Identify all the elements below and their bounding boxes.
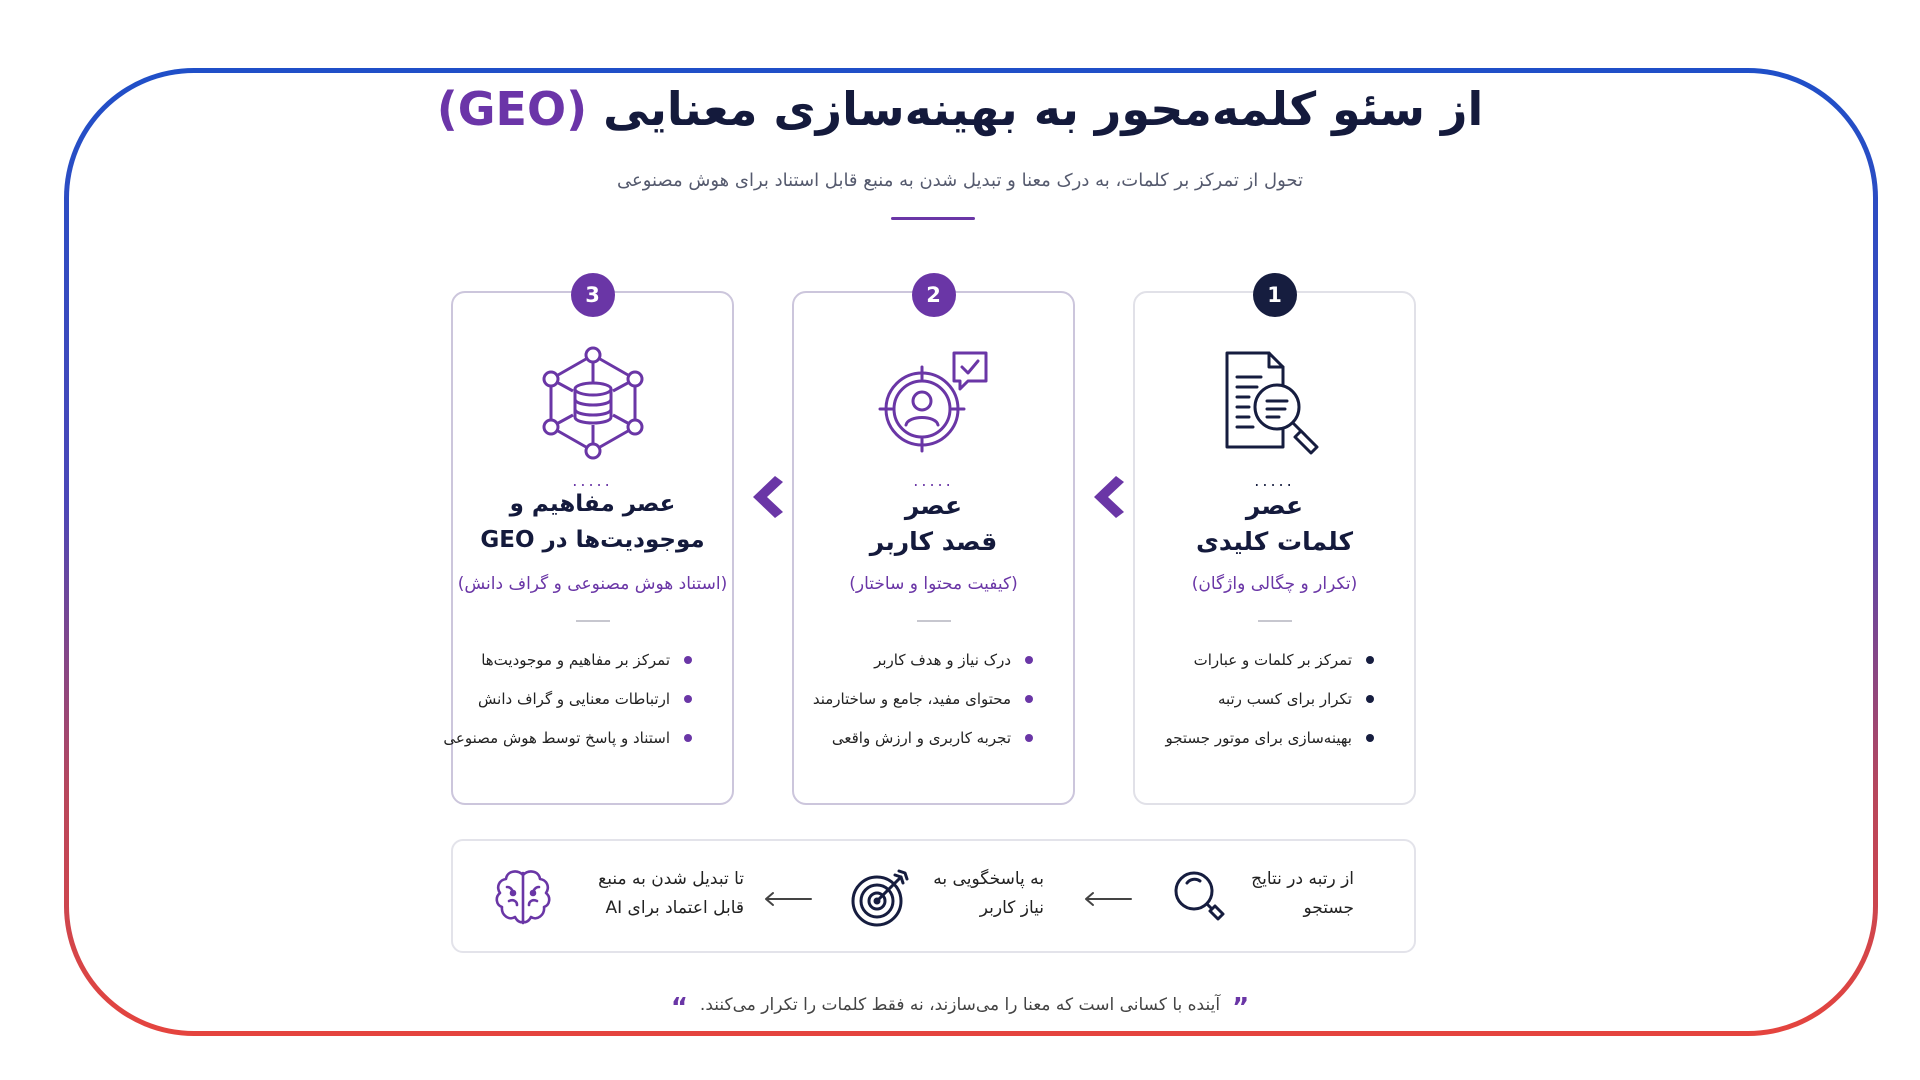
card-keywords-era bbox=[1133, 283, 1416, 805]
card-subtitle: (کیفیت محتوا و ساختار) bbox=[849, 574, 1018, 594]
card-separator bbox=[576, 620, 610, 622]
card-feature-list bbox=[802, 650, 1039, 767]
flow-strip bbox=[451, 839, 1416, 953]
quote-close-icon: “ bbox=[670, 993, 688, 1023]
arrow-left-icon bbox=[1083, 891, 1133, 907]
step-badge-1: 1 bbox=[1253, 273, 1297, 317]
user-target-icon bbox=[872, 343, 996, 467]
page-title bbox=[0, 82, 1920, 136]
list-item: درک نیاز و هدف کاربر bbox=[802, 650, 1039, 689]
list-item: محتوای مفید، جامع و ساختارمند bbox=[802, 689, 1039, 728]
card-user-intent-era bbox=[792, 283, 1075, 805]
card-dots: ..... bbox=[572, 471, 613, 490]
card-title-line1: عصر bbox=[1245, 491, 1304, 520]
title-divider bbox=[891, 217, 975, 220]
card-dots: ..... bbox=[1254, 471, 1295, 490]
card-title-line2: موجودیت‌ها در GEO bbox=[480, 527, 705, 553]
list-item: بهینه‌سازی برای موتور جستجو bbox=[1143, 728, 1380, 767]
list-item: تکرار برای کسب رتبه bbox=[1143, 689, 1380, 728]
card-feature-list bbox=[1143, 650, 1380, 767]
brain-icon bbox=[491, 865, 555, 929]
card-subtitle: (تکرار و چگالی واژگان) bbox=[1191, 574, 1358, 594]
flow-step-2: به پاسخگویی به نیاز کاربر bbox=[933, 869, 1044, 918]
chevron-left-icon bbox=[1086, 472, 1130, 522]
search-icon bbox=[1168, 865, 1232, 929]
step-badge-3: 3 bbox=[571, 273, 615, 317]
title-main: از سئو کلمه‌محور به بهینه‌سازی معنایی bbox=[603, 82, 1484, 136]
closing-quote bbox=[0, 993, 1920, 1023]
card-dots: ..... bbox=[913, 471, 954, 490]
quote-text: آینده با کسانی است که معنا را می‌سازند، نه فقط کلمات را تکرار می‌کنند. bbox=[699, 995, 1221, 1015]
card-title-line1: عصر مفاهیم و bbox=[509, 491, 676, 517]
card-concepts-era bbox=[443, 283, 734, 805]
list-item: استناد و پاسخ توسط هوش مصنوعی bbox=[461, 728, 698, 767]
knowledge-graph-icon bbox=[531, 343, 655, 467]
card-subtitle: (استناد هوش مصنوعی و گراف دانش) bbox=[457, 574, 728, 594]
list-item: تمرکز بر کلمات و عبارات bbox=[1143, 650, 1380, 689]
target-icon bbox=[849, 865, 913, 929]
flow-step-3: تا تبدیل شدن به منبع قابل اعتماد برای AI bbox=[598, 869, 744, 918]
arrow-left-icon bbox=[763, 891, 813, 907]
card-separator bbox=[917, 620, 951, 622]
list-item: تجربه کاربری و ارزش واقعی bbox=[802, 728, 1039, 767]
card-title-line2: کلمات کلیدی bbox=[1195, 527, 1354, 556]
card-feature-list bbox=[443, 650, 698, 767]
list-item: ارتباطات معنایی و گراف دانش bbox=[461, 689, 698, 728]
card-title-line2: قصد کاربر bbox=[869, 527, 998, 556]
title-geo: (GEO) bbox=[436, 82, 588, 136]
card-title-line1: عصر bbox=[904, 491, 963, 520]
page-subtitle: تحول از تمرکز بر کلمات، به درک معنا و تبدیل شدن به منبع قابل استناد برای هوش مصنوعی bbox=[616, 170, 1304, 191]
document-search-icon bbox=[1213, 343, 1337, 467]
step-badge-2: 2 bbox=[912, 273, 956, 317]
list-item: تمرکز بر مفاهیم و موجودیت‌ها bbox=[461, 650, 698, 689]
quote-open-icon: ” bbox=[1232, 993, 1250, 1023]
flow-step-1: از رتبه در نتایج جستجو bbox=[1251, 869, 1354, 918]
chevron-left-icon bbox=[745, 472, 789, 522]
card-separator bbox=[1258, 620, 1292, 622]
